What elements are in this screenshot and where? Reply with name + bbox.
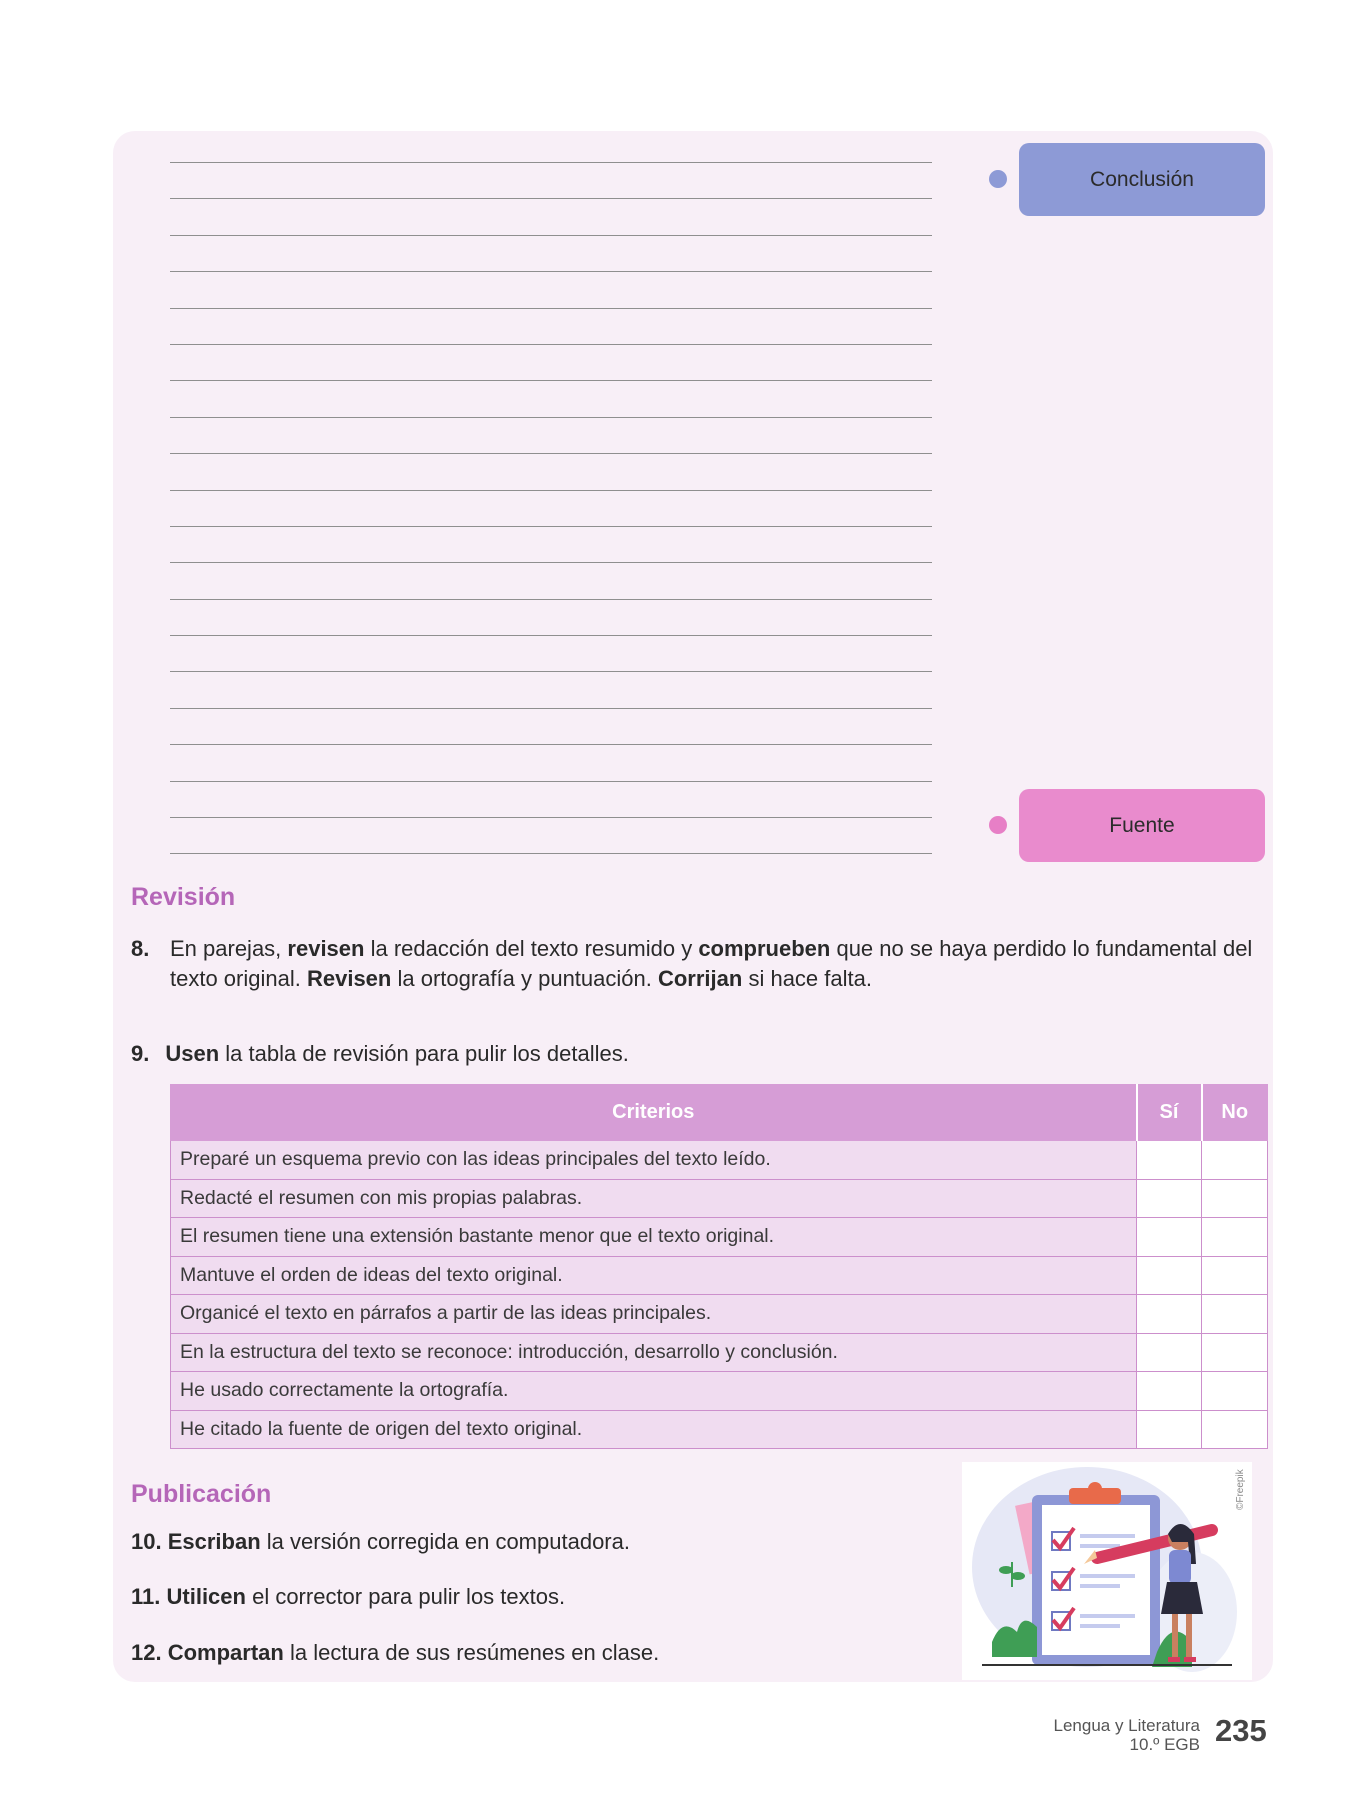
writing-line [170,380,932,381]
writing-line [170,162,932,163]
writing-line [170,562,932,563]
si-checkbox[interactable] [1137,1179,1202,1218]
no-checkbox[interactable] [1202,1372,1268,1411]
table-row [171,1410,1268,1449]
instruction-text: Usen la tabla de revisión para pulir los detalles. [165,1041,629,1066]
writing-line [170,453,932,454]
instruction-10: 10. Escriban la versión corregida en computadora. [131,1529,630,1554]
no-checkbox[interactable] [1202,1218,1268,1257]
writing-line [170,599,932,600]
conclusion-dot [989,170,1007,188]
table-row [171,1256,1268,1295]
conclusion-tag: Conclusión [1019,143,1265,216]
header-no: No [1202,1085,1268,1141]
instruction-text: En parejas, revisen la redacción del texto resumido y comprueben que no se haya perdido lo fundamental del texto original. Revisen la ortografía y puntuación. Corrijan si hace falta. [170,936,1253,991]
writing-line [170,635,932,636]
grade-level: 10.º EGB [1129,1735,1200,1754]
criterion-text: He usado correctamente la ortografía. [171,1372,1137,1411]
writing-line [170,744,932,745]
header-si: Sí [1137,1085,1202,1141]
writing-line [170,308,932,309]
no-checkbox[interactable] [1202,1179,1268,1218]
fuente-dot [989,816,1007,834]
instruction-number: 8. [131,936,150,961]
no-checkbox[interactable] [1202,1333,1268,1372]
si-checkbox[interactable] [1137,1410,1202,1449]
fuente-tag: Fuente [1019,789,1265,862]
no-checkbox[interactable] [1202,1141,1268,1180]
revision-heading: Revisión [131,883,236,911]
table-row [171,1218,1268,1257]
table-row [171,1141,1268,1180]
criterion-text: He citado la fuente de origen del texto original. [171,1410,1137,1449]
instruction-8 [131,934,1271,994]
writing-line [170,417,932,418]
criterion-text: Organicé el texto en párrafos a partir de las ideas principales. [171,1295,1137,1334]
writing-lines[interactable] [170,162,932,890]
writing-line [170,271,932,272]
no-checkbox[interactable] [1202,1256,1268,1295]
table-row [171,1295,1268,1334]
writing-line [170,671,932,672]
revision-table [170,1084,1268,1449]
table-row [171,1179,1268,1218]
si-checkbox[interactable] [1137,1372,1202,1411]
writing-line [170,853,932,854]
writing-line [170,235,932,236]
writing-line [170,490,932,491]
writing-line [170,708,932,709]
subject-name: Lengua y Literatura [1053,1716,1200,1735]
criterion-text: El resumen tiene una extensión bastante menor que el texto original. [171,1218,1137,1257]
instruction-number: 9. [131,1041,150,1066]
writing-line [170,781,932,782]
publicacion-heading: Publicación [131,1480,272,1508]
criterion-text: Mantuve el orden de ideas del texto original. [171,1256,1137,1295]
criterion-text: Redacté el resumen con mis propias palabras. [171,1179,1137,1218]
header-criterios: Criterios [171,1085,1137,1141]
no-checkbox[interactable] [1202,1410,1268,1449]
writing-line [170,526,932,527]
si-checkbox[interactable] [1137,1333,1202,1372]
no-checkbox[interactable] [1202,1295,1268,1334]
checklist-illustration [962,1462,1252,1680]
image-credit: ©Freepik [1235,1469,1246,1510]
si-checkbox[interactable] [1137,1295,1202,1334]
instruction-12: 12. Compartan la lectura de sus resúmenes en clase. [131,1640,660,1665]
table-row [171,1333,1268,1372]
si-checkbox[interactable] [1137,1141,1202,1180]
page-number: 235 [1215,1713,1267,1748]
checklist-illustration-icon [962,1462,1252,1680]
table-row [171,1372,1268,1411]
criterion-text: En la estructura del texto se reconoce: introducción, desarrollo y conclusión. [171,1333,1137,1372]
writing-line [170,817,932,818]
criterion-text: Preparé un esquema previo con las ideas principales del texto leído. [171,1141,1137,1180]
writing-line [170,198,932,199]
si-checkbox[interactable] [1137,1256,1202,1295]
writing-line [170,344,932,345]
instruction-11: 11. Utilicen el corrector para pulir los textos. [131,1584,566,1609]
si-checkbox[interactable] [1137,1218,1202,1257]
footer-subject [1054,1716,1201,1754]
instruction-9 [131,1039,629,1069]
